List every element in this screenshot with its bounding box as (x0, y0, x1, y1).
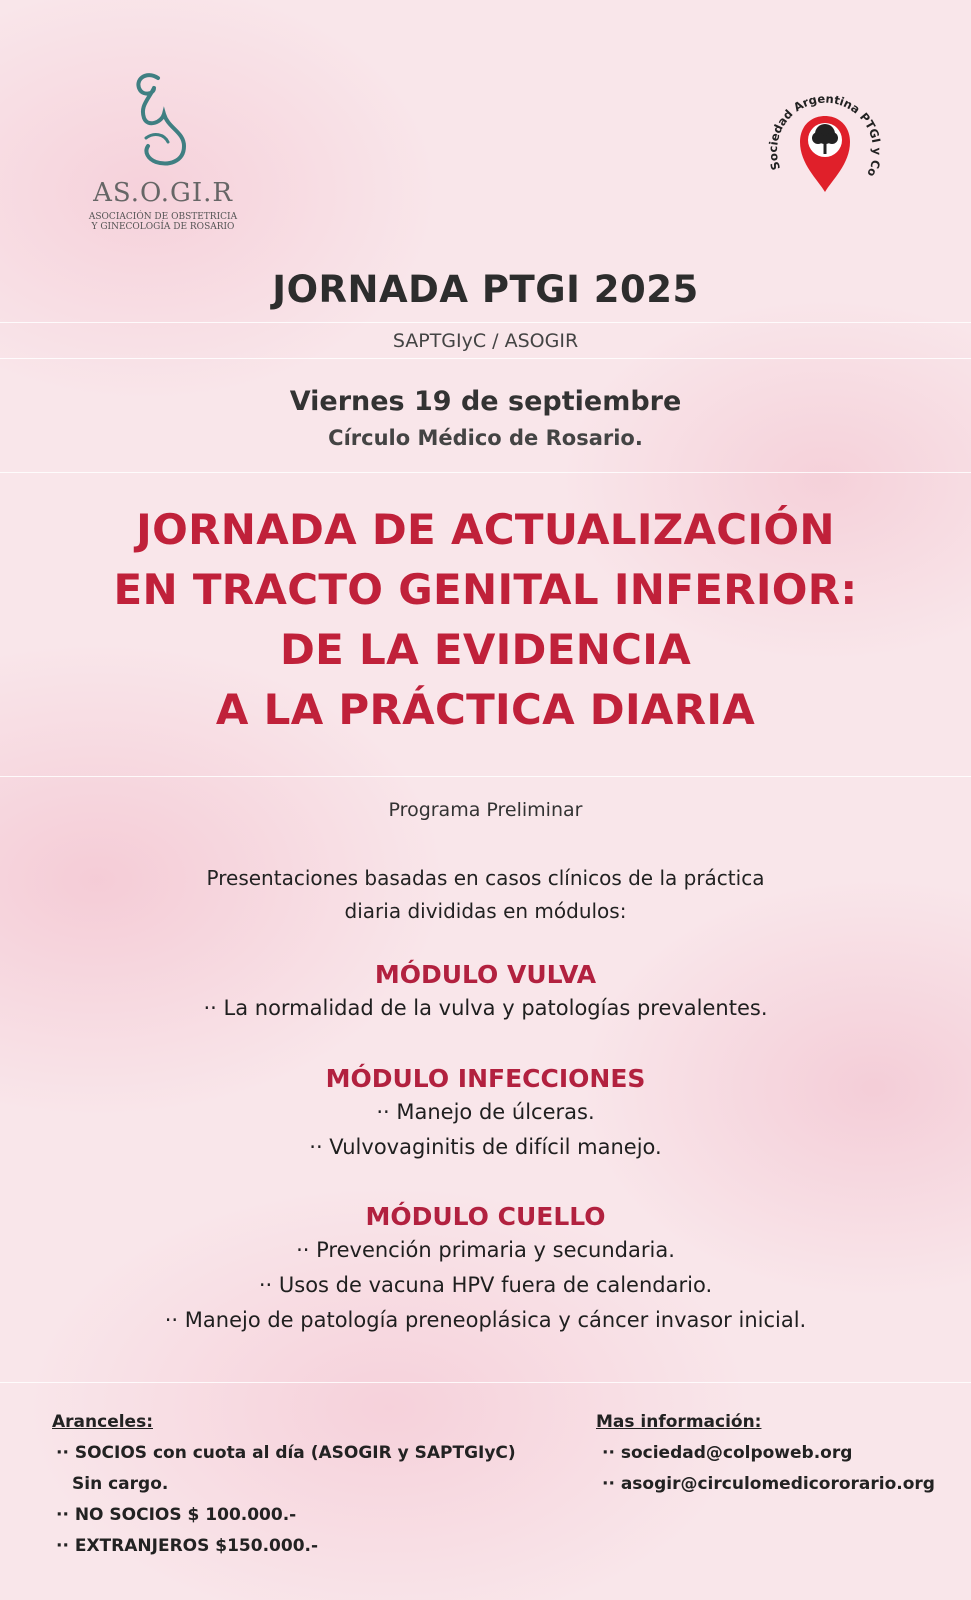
organizers: SAPTGIyC / ASOGIR (392, 330, 579, 352)
asogir-figure-icon (88, 66, 238, 176)
module-title: MÓDULO CUELLO (365, 1202, 606, 1231)
main-title-line: A LA PRÁCTICA DIARIA (215, 685, 756, 734)
saptgiyc-ring-text: Sociedad Argentina PTGI y Co (765, 91, 885, 180)
divider (0, 322, 971, 323)
asogir-logo (88, 66, 238, 236)
module-item: ·· Vulvovaginitis de difícil manejo. (309, 1135, 662, 1159)
module-vulva (0, 960, 971, 1026)
divider (0, 1382, 971, 1383)
event-venue: Círculo Médico de Rosario. (328, 426, 643, 450)
main-title-line: DE LA EVIDENCIA (279, 625, 692, 674)
module-infecciones (0, 1064, 971, 1165)
info-section (596, 1412, 935, 1500)
main-title-line: EN TRACTO GENITAL INFERIOR: (113, 565, 858, 614)
module-title: MÓDULO INFECCIONES (325, 1064, 646, 1093)
fees-item: ·· EXTRANJEROS $150.000.- (56, 1536, 319, 1556)
info-email-link[interactable]: ·· asogir@circulomedicororario.org (602, 1474, 935, 1494)
module-item: ·· Manejo de patología preneoplásica y cáncer invasor inicial. (164, 1308, 807, 1332)
main-title (0, 500, 971, 740)
program-intro-line: diaria divididas en módulos: (344, 899, 627, 923)
info-heading: Mas información: (596, 1412, 762, 1432)
program-label: Programa Preliminar (388, 799, 583, 821)
saptgiyc-seal-icon (760, 80, 890, 210)
fees-item: Sin cargo. (72, 1474, 169, 1494)
module-item: ·· Prevención primaria y secundaria. (296, 1238, 675, 1262)
module-item: ·· Manejo de úlceras. (376, 1100, 595, 1124)
event-title: JORNADA PTGI 2025 (272, 268, 699, 311)
fees-heading: Aranceles: (52, 1412, 153, 1432)
module-item: ·· La normalidad de la vulva y patologías prevalentes. (203, 996, 768, 1020)
fees-item: ·· SOCIOS con cuota al día (ASOGIR y SAPTGIyC) (56, 1443, 516, 1463)
module-cuello (0, 1202, 971, 1338)
divider (0, 472, 971, 473)
asogir-logo-sub2: Y GINECOLOGÍA DE ROSARIO (91, 222, 235, 232)
info-email-link[interactable]: ·· sociedad@colpoweb.org (602, 1443, 853, 1463)
fees-item: ·· NO SOCIOS $ 100.000.- (56, 1505, 297, 1525)
main-title-line: JORNADA DE ACTUALIZACIÓN (136, 505, 835, 554)
saptgiyc-logo (760, 80, 890, 210)
asogir-logo-sub1: ASOCIACIÓN DE OBSTETRICIA (88, 212, 238, 222)
event-date: Viernes 19 de septiembre (289, 386, 682, 417)
module-title: MÓDULO VULVA (374, 960, 597, 989)
program-intro (0, 862, 971, 928)
module-item: ·· Usos de vacuna HPV fuera de calendario. (258, 1273, 713, 1297)
fees-section (52, 1412, 516, 1562)
divider (0, 358, 971, 359)
divider (0, 776, 971, 777)
program-intro-line: Presentaciones basadas en casos clínicos de la práctica (206, 866, 765, 890)
asogir-logo-name: AS.O.GI.R (93, 178, 233, 208)
